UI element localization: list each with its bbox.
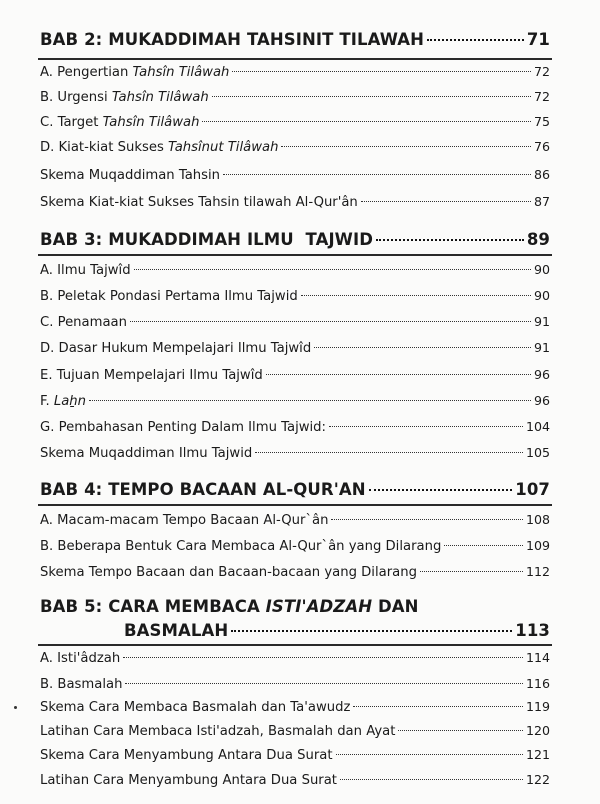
- dot-leader: [427, 39, 524, 41]
- dot-leader: [266, 374, 531, 375]
- entry-label: Skema Cara Membaca Basmalah dan Ta'awudz: [40, 700, 351, 715]
- page-number: 116: [525, 676, 550, 691]
- toc-entry[interactable]: [40, 367, 550, 383]
- page-number: 72: [533, 64, 550, 79]
- entry-label: Skema Kiat-kiat Sukses Tahsin tilawah Al-Qur'ân: [40, 195, 358, 210]
- dot-leader: [398, 730, 523, 731]
- dot-leader: [444, 545, 523, 546]
- toc-entry[interactable]: [40, 445, 550, 461]
- page-number: 120: [525, 723, 550, 738]
- chapter-heading-bab-2[interactable]: [40, 30, 550, 49]
- dot-leader: [232, 71, 531, 72]
- page-number: 86: [533, 167, 550, 182]
- dot-leader: [329, 426, 523, 427]
- toc-entry[interactable]: [40, 772, 550, 788]
- page-number: 112: [525, 564, 550, 579]
- divider: [38, 58, 552, 60]
- chapter-heading-bab-5-line-2[interactable]: [40, 621, 550, 640]
- toc-entry[interactable]: [40, 393, 550, 409]
- entry-label: F. Laẖn: [40, 394, 87, 409]
- toc-entry[interactable]: [40, 512, 550, 528]
- toc-entry[interactable]: [40, 314, 550, 330]
- entry-label: B. Urgensi Tahsîn Tilâwah: [40, 90, 209, 105]
- toc-entry[interactable]: [40, 676, 550, 692]
- dot-leader: [212, 96, 531, 97]
- entry-label: Latihan Cara Membaca Isti'adzah, Basmalah dan Ayat: [40, 724, 396, 739]
- toc-entry[interactable]: [40, 288, 550, 304]
- dot-leader: [123, 657, 523, 658]
- page-number: 121: [525, 747, 550, 762]
- entry-label: Latihan Cara Menyambung Antara Dua Surat: [40, 773, 337, 788]
- toc-entry[interactable]: [40, 139, 550, 155]
- dot-leader: [202, 121, 530, 122]
- page-number: 113: [515, 621, 550, 640]
- dot-leader: [301, 295, 531, 296]
- toc-entry[interactable]: [40, 114, 550, 130]
- entry-label: A. Ilmu Tajwîd: [40, 263, 131, 278]
- entry-label: D. Dasar Hukum Mempelajari Ilmu Tajwîd: [40, 341, 312, 356]
- dot-leader: [376, 239, 524, 241]
- toc-entry[interactable]: [40, 699, 550, 715]
- dot-leader: [89, 400, 531, 401]
- entry-label: E. Tujuan Mempelajari Ilmu Tajwîd: [40, 368, 263, 383]
- page-number: 114: [525, 650, 550, 665]
- page-number: 90: [533, 288, 550, 303]
- page-number: 91: [533, 314, 550, 329]
- divider: [38, 504, 552, 506]
- dot-leader: [125, 683, 522, 684]
- dot-leader: [134, 269, 531, 270]
- page-number: 119: [525, 699, 550, 714]
- toc-entry[interactable]: [40, 419, 550, 435]
- dot-leader: [353, 706, 523, 707]
- divider: [38, 254, 552, 256]
- dot-leader: [361, 201, 531, 202]
- entry-label: Skema Tempo Bacaan dan Bacaan-bacaan yang Dilarang: [40, 565, 417, 580]
- toc-entry[interactable]: [40, 747, 550, 763]
- toc-entry[interactable]: [40, 650, 550, 666]
- dot-leader: [369, 489, 513, 491]
- page-number: 108: [525, 512, 550, 527]
- page-number: 105: [525, 445, 550, 460]
- toc-entry[interactable]: [40, 194, 550, 210]
- entry-label: B. Beberapa Bentuk Cara Membaca Al-Qur`ân yang Dilarang: [40, 539, 442, 554]
- divider: [38, 644, 552, 646]
- chapter-title: BAB 2: MUKADDIMAH TAHSINIT TILAWAH: [40, 30, 425, 49]
- dot-leader: [231, 630, 512, 632]
- toc-entry[interactable]: [40, 538, 550, 554]
- dot-leader: [331, 519, 522, 520]
- page-number: 104: [525, 419, 550, 434]
- chapter-title: BAB 4: TEMPO BACAAN AL-QUR'AN: [40, 480, 366, 499]
- toc-entry[interactable]: [40, 64, 550, 80]
- entry-label: B. Basmalah: [40, 677, 123, 692]
- chapter-title: BAB 3: MUKADDIMAH ILMU TAJWID: [40, 230, 374, 249]
- toc-entry[interactable]: [40, 89, 550, 105]
- print-speck: [14, 706, 17, 709]
- entry-label: C. Penamaan: [40, 315, 127, 330]
- page-number: 75: [533, 114, 550, 129]
- page-number: 71: [526, 30, 550, 49]
- page-number: 122: [525, 772, 550, 787]
- chapter-title-continuation: BASMALAH: [124, 621, 229, 640]
- dot-leader: [340, 779, 523, 780]
- toc-entry[interactable]: [40, 564, 550, 580]
- page-number: 109: [525, 538, 550, 553]
- entry-label: D. Kiat-kiat Sukses Tahsînut Tilâwah: [40, 140, 279, 155]
- dot-leader: [255, 452, 523, 453]
- page-number: 87: [533, 194, 550, 209]
- entry-label: Skema Muqaddiman Tahsin: [40, 168, 221, 183]
- toc-entry[interactable]: [40, 340, 550, 356]
- chapter-heading-bab-4[interactable]: [40, 480, 550, 499]
- entry-label: Skema Muqaddiman Ilmu Tajwid: [40, 446, 253, 461]
- page-number: 89: [526, 230, 550, 249]
- chapter-heading-bab-3[interactable]: [40, 230, 550, 249]
- page-number: 91: [533, 340, 550, 355]
- toc-entry[interactable]: [40, 723, 550, 739]
- entry-label: G. Pembahasan Penting Dalam Ilmu Tajwid:: [40, 420, 326, 435]
- entry-label: A. Macam-macam Tempo Bacaan Al-Qur`ân: [40, 513, 329, 528]
- entry-label: B. Peletak Pondasi Pertama Ilmu Tajwid: [40, 289, 298, 304]
- chapter-heading-bab-5[interactable]: [40, 597, 550, 616]
- toc-entry[interactable]: [40, 262, 550, 278]
- entry-label: Skema Cara Menyambung Antara Dua Surat: [40, 748, 333, 763]
- page-number: 76: [533, 139, 550, 154]
- page-number: 90: [533, 262, 550, 277]
- dot-leader: [130, 321, 531, 322]
- dot-leader: [314, 347, 531, 348]
- dot-leader: [420, 571, 523, 572]
- page-number: 96: [533, 367, 550, 382]
- dot-leader: [336, 754, 523, 755]
- page-number: 96: [533, 393, 550, 408]
- chapter-title: BAB 5: CARA MEMBACA ISTI'ADZAH DAN: [40, 597, 419, 616]
- dot-leader: [281, 146, 531, 147]
- page-number: 72: [533, 89, 550, 104]
- dot-leader: [223, 174, 531, 175]
- page-number: 107: [515, 480, 550, 499]
- toc-entry[interactable]: [40, 167, 550, 183]
- entry-label: A. Pengertian Tahsîn Tilâwah: [40, 65, 230, 80]
- entry-label: C. Target Tahsîn Tilâwah: [40, 115, 200, 130]
- entry-label: A. Isti'âdzah: [40, 651, 121, 666]
